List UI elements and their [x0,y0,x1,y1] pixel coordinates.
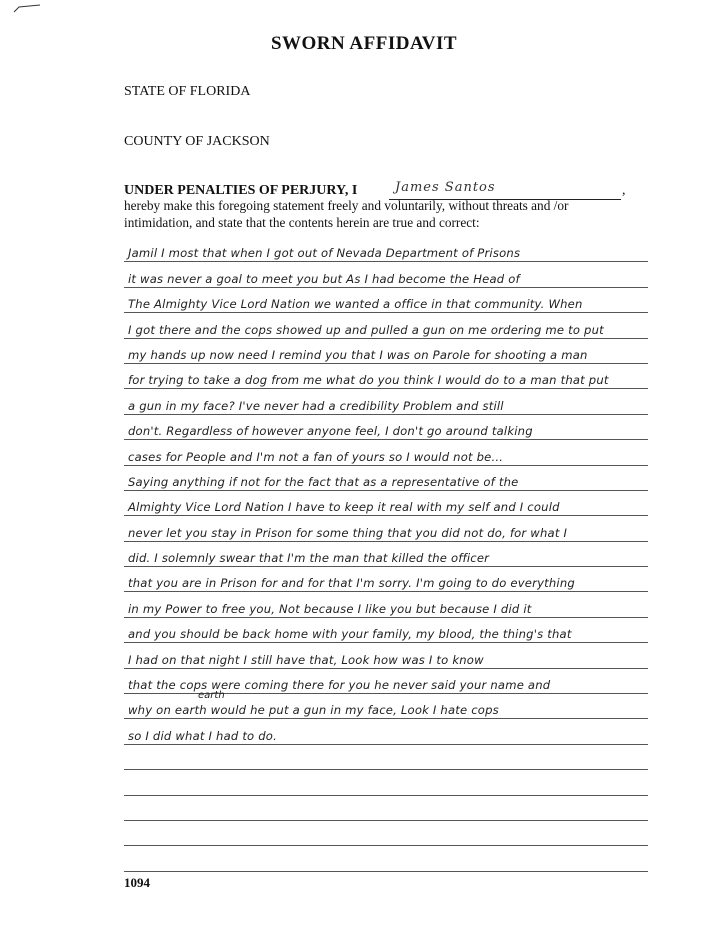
perjury-clause: UNDER PENALTIES OF PERJURY, I [124,183,358,198]
handwritten-text-line: The Almighty Vice Lord Nation we wanted a office in that community. When [128,297,583,312]
ruled-line [124,440,648,465]
handwritten-text-line: Jamil I most that when I got out of Nevada Department of Prisons [128,246,521,261]
state-line: STATE OF FLORIDA [124,84,251,99]
insertion-earth: earth [198,690,225,701]
handwritten-text-line: cases for People and I'm not a fan of yours so I would not be... [128,449,504,464]
ruled-line [124,466,648,491]
ruled-line [124,262,648,287]
ruled-line [124,567,648,592]
scan-corner-mark [12,4,42,14]
handwritten-text-line: that you are in Prison for and for that I'm sorry. I'm going to do everything [128,576,575,591]
handwritten-text-line: why on earth would he put a gun in my face, Look I hate cops [128,703,499,718]
ruled-line [124,770,648,795]
handwritten-text-line: Almighty Vice Lord Nation I have to keep it real with my self and I could [128,500,560,515]
ruled-line [124,237,648,262]
ruled-line [124,364,648,389]
document-title: SWORN AFFIDAVIT [270,33,458,54]
handwritten-text-line: Saying anything if not for the fact that as a representative of the [128,474,519,489]
ruled-line [124,516,648,541]
affiant-comma: , [622,183,626,198]
ruled-line [124,643,648,668]
page-number: 1094 [124,875,150,890]
ruled-line [124,796,648,821]
ruled-line [124,339,648,364]
oath-statement: hereby make this foregoing statement freely and voluntarily, without threats and /or intimidation, and state that the contents herein are true and correct: [124,198,569,230]
ruled-line [124,542,648,567]
ruled-line [124,313,648,338]
ruled-line [124,745,648,770]
ruled-line [124,821,648,846]
ruled-line [124,415,648,440]
handwritten-text-line: for trying to take a dog from me what do you think I would do to a man that put [128,373,609,388]
handwritten-statement-area [124,237,648,872]
handwritten-text-line: that the cops were coming there for you he never said your name and [128,678,551,693]
ruled-line [124,288,648,313]
ruled-line [124,491,648,516]
handwritten-text-line: my hands up now need I remind you that I was on Parole for shooting a man [128,347,588,362]
handwritten-text-line: did. I solemnly swear that I'm the man that killed the officer [128,551,490,566]
handwritten-text-line: so I did what I had to do. [128,728,277,743]
ruled-line [124,618,648,643]
ruled-line [124,719,648,744]
ruled-line [124,389,648,414]
affiant-name-handwritten: James Santos [395,180,496,195]
handwritten-text-line: I had on that night I still have that, Look how was I to know [128,652,484,667]
handwritten-text-line: I got there and the cops showed up and pulled a gun on me ordering me to put [128,322,604,337]
ruled-line [124,592,648,617]
ruled-line [124,846,648,871]
handwritten-text-line: and you should be back home with your family, my blood, the thing's that [128,627,572,642]
handwritten-text-line: never let you stay in Prison for some thing that you did not do, for what I [128,525,568,540]
handwritten-text-line: it was never a goal to meet you but As I had become the Head of [128,271,520,286]
handwritten-text-line: don't. Regardless of however anyone feel, I don't go around talking [128,424,533,439]
handwritten-text-line: a gun in my face? I've never had a credibility Problem and still [128,398,504,413]
handwritten-text-line: in my Power to free you, Not because I like you but because I did it [128,601,532,616]
county-line: COUNTY OF JACKSON [124,134,270,149]
